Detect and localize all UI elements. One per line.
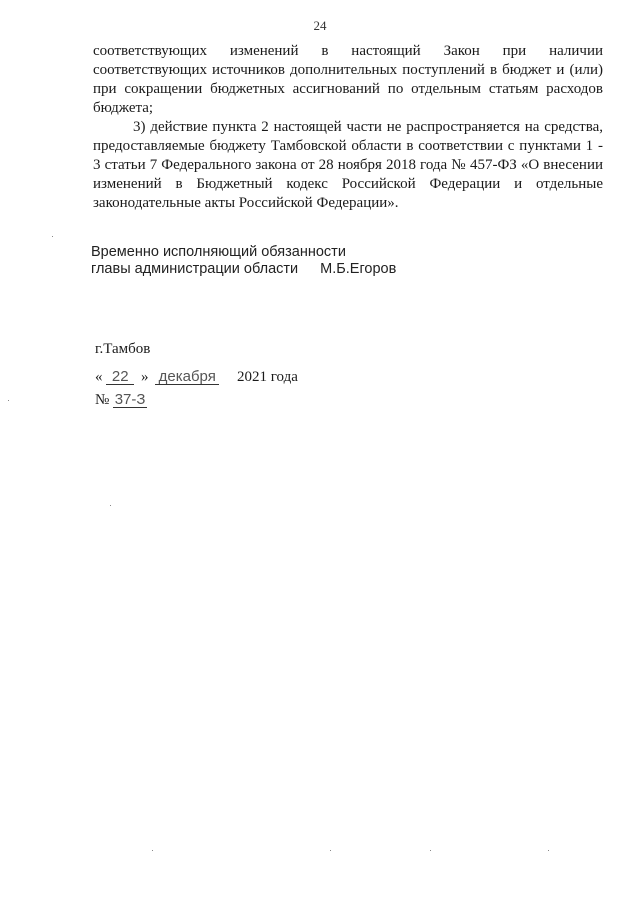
date-year: 2021 года [237,369,298,385]
date-day: 22 [106,369,134,385]
scan-speck [52,236,53,237]
scan-speck [330,850,331,851]
signatory-name: М.Б.Егоров [320,261,397,277]
place-of-signing: г.Тамбов [95,341,151,357]
date-quote-close: » [141,369,149,385]
scan-speck [430,850,431,851]
signature-line2 [91,261,396,278]
date-month: декабря [155,369,219,385]
scan-speck [110,505,111,506]
signature-block [91,244,396,278]
scan-speck [8,400,9,401]
number-sign: № [95,392,110,408]
scan-speck [548,850,549,851]
signatory-position-line1: Временно исполняющий обязанности [91,244,346,260]
page-number: 24 [313,18,327,33]
law-text [93,42,603,213]
paragraph-item-3: 3) действие пункта 2 настоящей части не распространяется на средства, предоставляемые бюджету Тамбовской области в соответствии с пунктами 1 - 3 статьи 7 Федерального закона от 28 ноября 2018 года № 457-ФЗ «О внесении изменений в Бюджетный кодекс Российской Федерации и отдельные законодательные акты Российской Федерации». [93,119,603,211]
paragraph-continuation: соответствующих изменений в настоящий Закон при наличии соответствующих источников дополнительных поступлений в бюджет и (или) при сокращении бюджетных ассигнований по отдельным статьям расходов бюджета; [93,43,603,116]
scan-speck [152,850,153,851]
number-value: 37-З [114,391,146,408]
law-number [95,392,147,409]
signatory-position-line2: главы администрации области [91,261,299,277]
signing-date [95,369,298,386]
date-quote-open: « [95,369,103,385]
